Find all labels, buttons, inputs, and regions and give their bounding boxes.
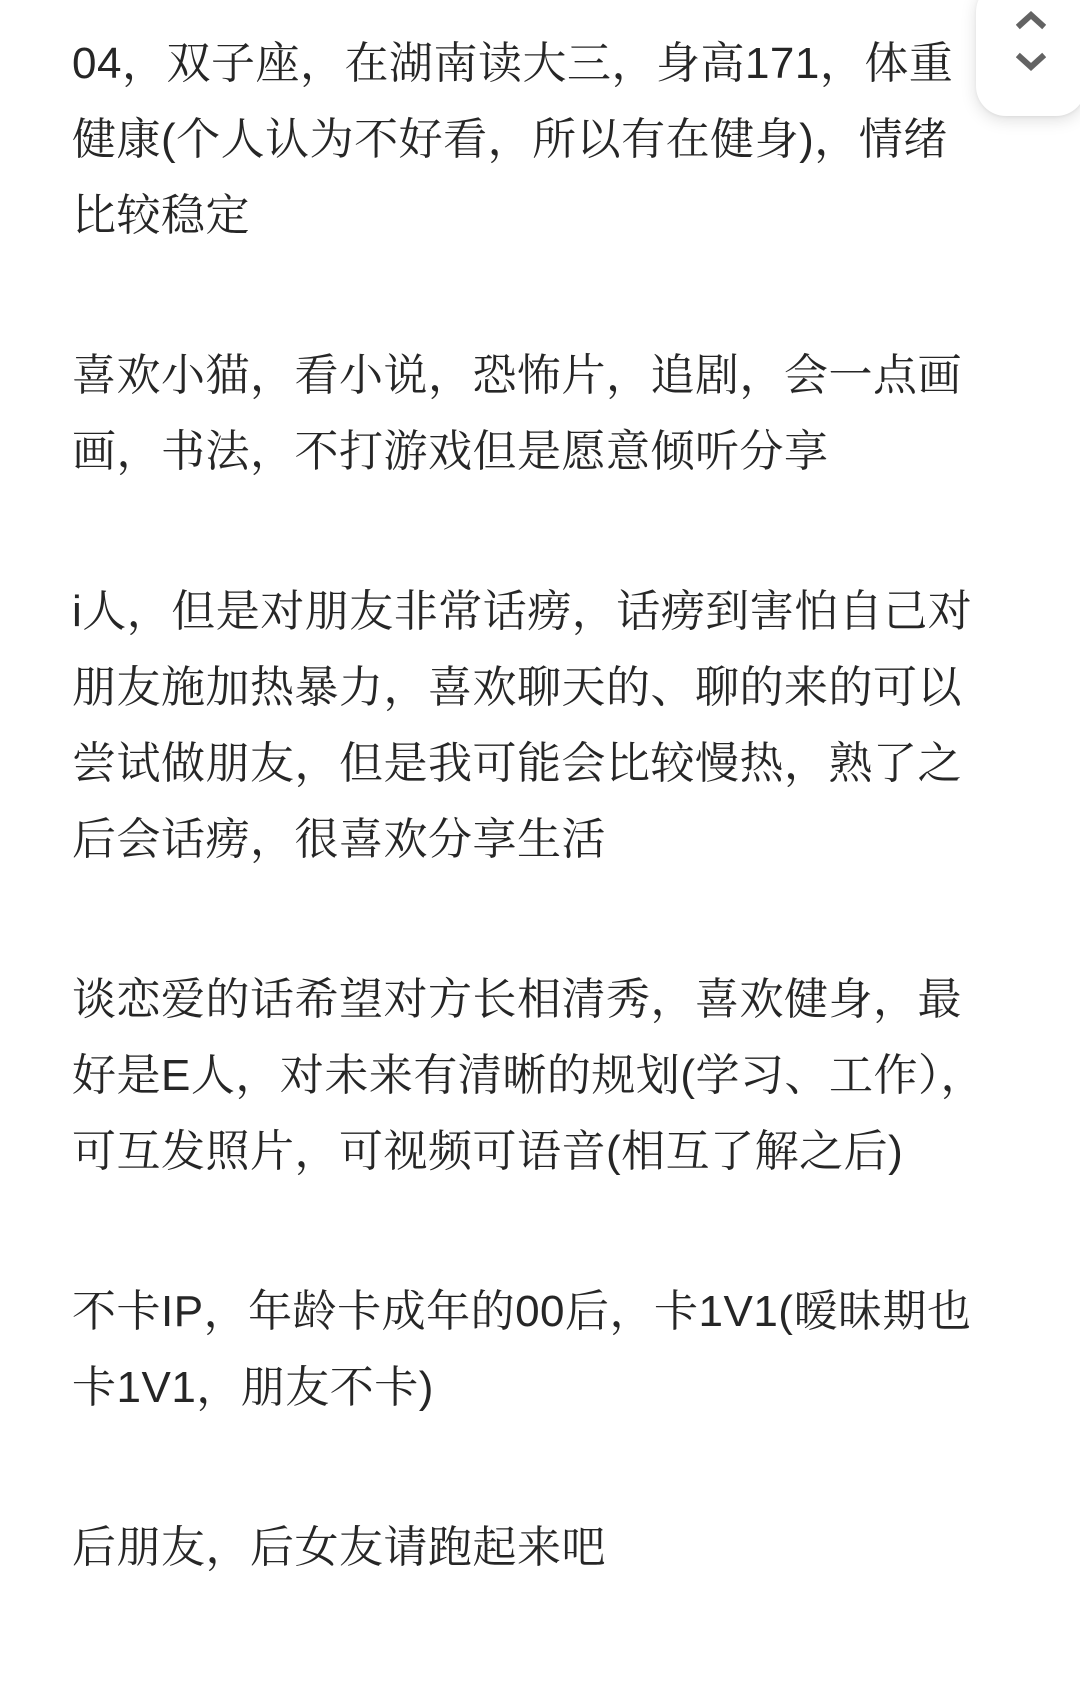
chevron-up-icon: [1016, 10, 1046, 30]
scroll-widget: [976, 0, 1080, 116]
post-body: [72, 26, 990, 1586]
post-paragraph: 不卡IP，年龄卡成年的00后，卡1V1(暧昧期也卡1V1，朋友不卡): [72, 1287, 972, 1412]
post-paragraph: 喜欢小猫，看小说，恐怖片，追剧，会一点画画，书法，不打游戏但是愿意倾听分享: [72, 351, 962, 476]
scroll-down-button[interactable]: [1003, 46, 1059, 78]
scroll-up-button[interactable]: [1003, 4, 1059, 36]
post-paragraph: 04，双子座，在湖南读大三，身高171，体重健康(个人认为不好看，所以有在健身)，情绪比较稳定: [72, 39, 954, 240]
post-paragraph: 后朋友，后女友请跑起来吧: [72, 1523, 606, 1572]
post-paragraph: 谈恋爱的话希望对方长相清秀，喜欢健身，最好是E人，对未来有清晰的规划(学习、工作），可互发照片，可视频可语音(相互了解之后): [72, 975, 985, 1176]
chevron-down-icon: [1016, 52, 1046, 72]
post-paragraph: i人，但是对朋友非常话痨，话痨到害怕自己对朋友施加热暴力，喜欢聊天的、聊的来的可以尝试做朋友，但是我可能会比较慢热，熟了之后会话痨，很喜欢分享生活: [72, 587, 973, 864]
